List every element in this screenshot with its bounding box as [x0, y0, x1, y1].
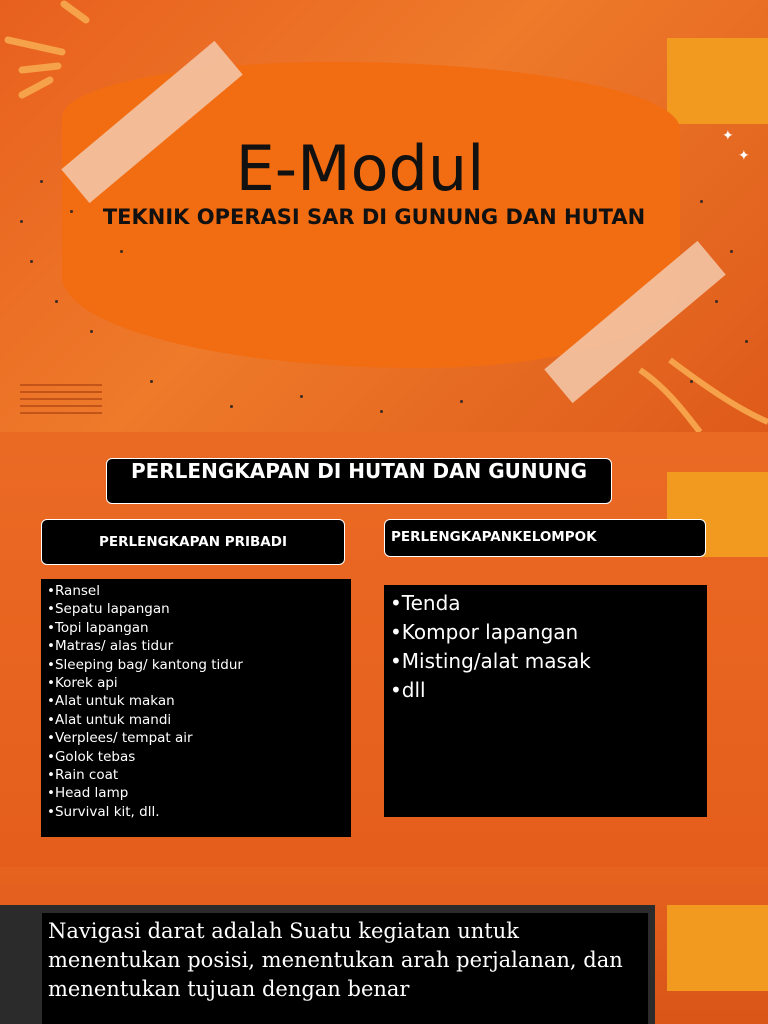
decor-wave — [20, 391, 102, 393]
list-item: • Korek api — [47, 674, 351, 692]
list-item: • Alat untuk mandi — [47, 711, 351, 729]
decor-square — [667, 38, 768, 124]
list-item: • Matras/ alas tidur — [47, 637, 351, 655]
sparkle-icon: ✦ — [722, 128, 734, 144]
list-item: • Misting/alat masak — [390, 647, 707, 676]
list-item: • Sleeping bag/ kantong tidur — [47, 656, 351, 674]
definition-text: Navigasi darat adalah Suatu kegiatan untuk menentukan posisi, menentukan arah perjalanan, dan menentukan tujuan dengan benar — [48, 919, 623, 1001]
group-heading — [384, 519, 706, 557]
sparkle-icon: ✦ — [738, 148, 750, 164]
personal-heading — [41, 519, 345, 565]
list-item: • Kompor lapangan — [390, 618, 707, 647]
list-item: • Verplees/ tempat air — [47, 729, 351, 747]
list-item: • dll — [390, 676, 707, 705]
group-heading-text: PERLENGKAPANKELOMPOK — [391, 529, 597, 545]
list-item: • Topi lapangan — [47, 619, 351, 637]
decor-wave — [20, 398, 102, 400]
list-item: • Head lamp — [47, 784, 351, 802]
decor-wave — [20, 384, 102, 386]
list-item: • Golok tebas — [47, 748, 351, 766]
decor-curves — [630, 330, 768, 432]
personal-list — [47, 582, 351, 821]
list-item: • Rain coat — [47, 766, 351, 784]
list-item: • Ransel — [47, 582, 351, 600]
slide-subtitle: TEKNIK OPERASI SAR DI GUNUNG DAN HUTAN — [102, 205, 646, 229]
title-slide — [0, 0, 768, 432]
section-heading — [106, 458, 612, 504]
personal-heading-text: PERLENGKAPAN PRIBADI — [98, 534, 287, 550]
list-item: • Survival kit, dll. — [47, 803, 351, 821]
personal-list-box — [41, 579, 351, 837]
decor-square — [667, 905, 768, 991]
list-item: • Tenda — [390, 589, 707, 618]
list-item: • Sepatu lapangan — [47, 600, 351, 618]
group-list-box — [384, 585, 707, 817]
decor-wave — [20, 405, 102, 407]
decor-wave — [20, 412, 102, 414]
definition-box — [42, 913, 648, 1024]
slide-title: E-Modul — [235, 132, 485, 205]
list-item: • Alat untuk makan — [47, 692, 351, 710]
group-list — [390, 589, 707, 705]
section-heading-text: PERLENGKAPAN DI HUTAN DAN GUNUNG — [130, 459, 588, 483]
equipment-slide — [0, 432, 768, 867]
decor-strokes — [0, 0, 110, 110]
navigation-slide — [0, 867, 768, 1024]
